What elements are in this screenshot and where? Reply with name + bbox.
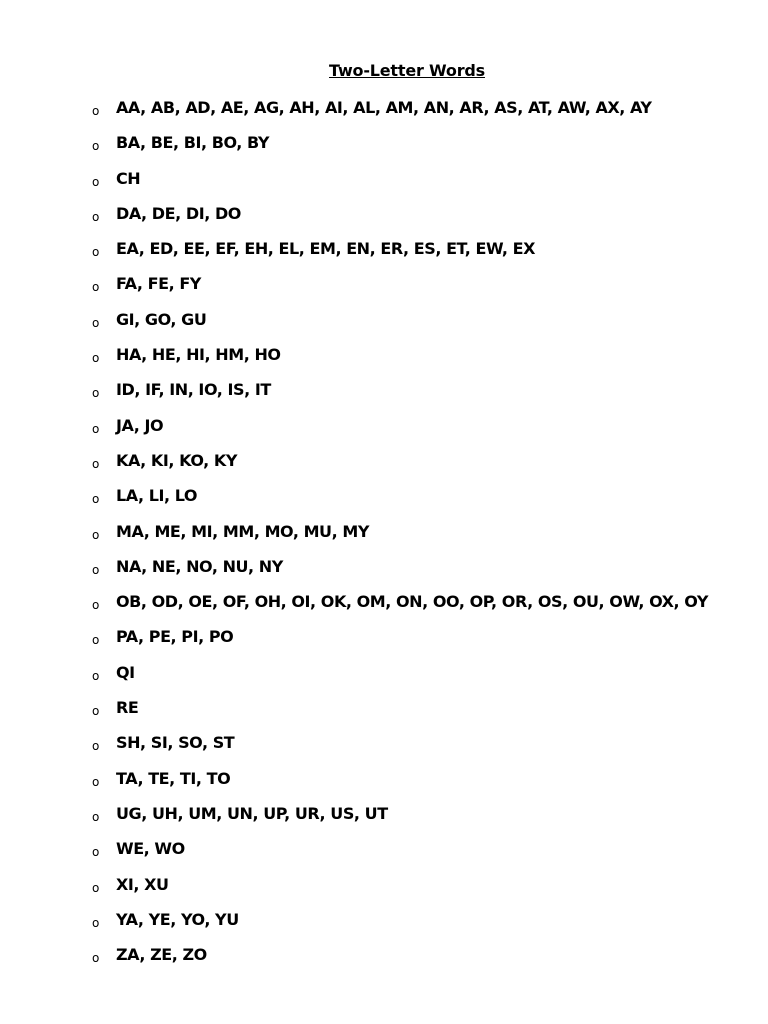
bullet-icon: o — [92, 915, 100, 930]
word-group-x: XI, XU — [116, 874, 169, 894]
word-group-q: QI — [116, 662, 135, 682]
list-item-p — [0, 625, 768, 660]
list-item-q — [0, 661, 768, 696]
list-item-o — [0, 590, 768, 625]
bullet-icon: o — [92, 739, 100, 754]
word-group-e: EA, ED, EE, EF, EH, EL, EM, EN, ER, ES, ET, EW, EX — [116, 239, 535, 259]
list-item-c — [0, 167, 768, 202]
document-title: Two-Letter Words — [329, 61, 485, 80]
bullet-icon: o — [92, 492, 100, 507]
word-group-z: ZA, ZE, ZO — [116, 945, 207, 965]
list-item-h — [0, 343, 768, 378]
list-item-u — [0, 802, 768, 837]
word-group-m: MA, ME, MI, MM, MO, MU, MY — [116, 521, 369, 541]
bullet-icon: o — [92, 209, 100, 224]
list-item-l — [0, 484, 768, 519]
list-item-m — [0, 520, 768, 555]
bullet-icon: o — [92, 315, 100, 330]
word-group-p: PA, PE, PI, PO — [116, 627, 234, 647]
bullet-icon: o — [92, 456, 100, 471]
bullet-icon: o — [92, 951, 100, 966]
word-group-a: AA, AB, AD, AE, AG, AH, AI, AL, AM, AN, AR, AS, AT, AW, AX, AY — [116, 98, 652, 117]
word-group-l: LA, LI, LO — [116, 486, 198, 506]
word-group-i: ID, IF, IN, IO, IS, IT — [116, 380, 271, 400]
list-item-f — [0, 272, 768, 307]
word-group-w: WE, WO — [116, 839, 185, 859]
list-item-j — [0, 414, 768, 449]
word-group-y: YA, YE, YO, YU — [116, 909, 239, 929]
list-item-k — [0, 449, 768, 484]
word-group-b: BA, BE, BI, BO, BY — [116, 133, 269, 153]
word-group-o: OB, OD, OE, OF, OH, OI, OK, OM, ON, OO, OP, OR, OS, OU, OW, OX, OY — [116, 592, 709, 612]
word-group-t: TA, TE, TI, TO — [116, 768, 231, 788]
word-group-u: UG, UH, UM, UN, UP, UR, US, UT — [116, 803, 388, 823]
list-item-i — [0, 378, 768, 413]
list-item-r — [0, 696, 768, 731]
bullet-icon: o — [92, 774, 100, 789]
word-group-d: DA, DE, DI, DO — [116, 203, 241, 223]
bullet-icon: o — [92, 598, 100, 613]
list-item-s — [0, 731, 768, 766]
list-item-b — [0, 131, 768, 166]
word-group-s: SH, SI, SO, ST — [116, 733, 235, 753]
word-group-h: HA, HE, HI, HM, HO — [116, 345, 281, 365]
bullet-icon: o — [92, 845, 100, 860]
word-group-n: NA, NE, NO, NU, NY — [116, 556, 283, 576]
bullet-icon: o — [92, 633, 100, 648]
word-group-k: KA, KI, KO, KY — [116, 450, 237, 470]
bullet-icon: o — [92, 668, 100, 683]
list-item-d — [0, 202, 768, 237]
bullet-icon: o — [92, 386, 100, 401]
bullet-icon: o — [92, 704, 100, 719]
bullet-icon: o — [92, 809, 100, 824]
word-list — [0, 96, 768, 978]
bullet-icon: o — [92, 351, 100, 366]
list-item-x — [0, 873, 768, 908]
bullet-icon: o — [92, 104, 100, 118]
bullet-icon: o — [92, 880, 100, 895]
word-group-g: GI, GO, GU — [116, 309, 207, 329]
bullet-icon: o — [92, 280, 100, 295]
list-item-g — [0, 308, 768, 343]
word-group-f: FA, FE, FY — [116, 274, 201, 294]
bullet-icon: o — [92, 174, 100, 189]
list-item-n — [0, 555, 768, 590]
word-group-r: RE — [116, 698, 139, 718]
bullet-icon: o — [92, 421, 100, 436]
word-group-c: CH — [116, 168, 141, 188]
bullet-icon: o — [92, 139, 100, 154]
word-group-j: JA, JO — [116, 415, 164, 435]
bullet-icon: o — [92, 562, 100, 577]
list-item-z — [0, 943, 768, 978]
list-item-y — [0, 908, 768, 943]
bullet-icon: o — [92, 245, 100, 260]
list-item-w — [0, 837, 768, 872]
list-item-t — [0, 767, 768, 802]
list-item-e — [0, 237, 768, 272]
list-item-a — [0, 96, 768, 131]
bullet-icon: o — [92, 527, 100, 542]
